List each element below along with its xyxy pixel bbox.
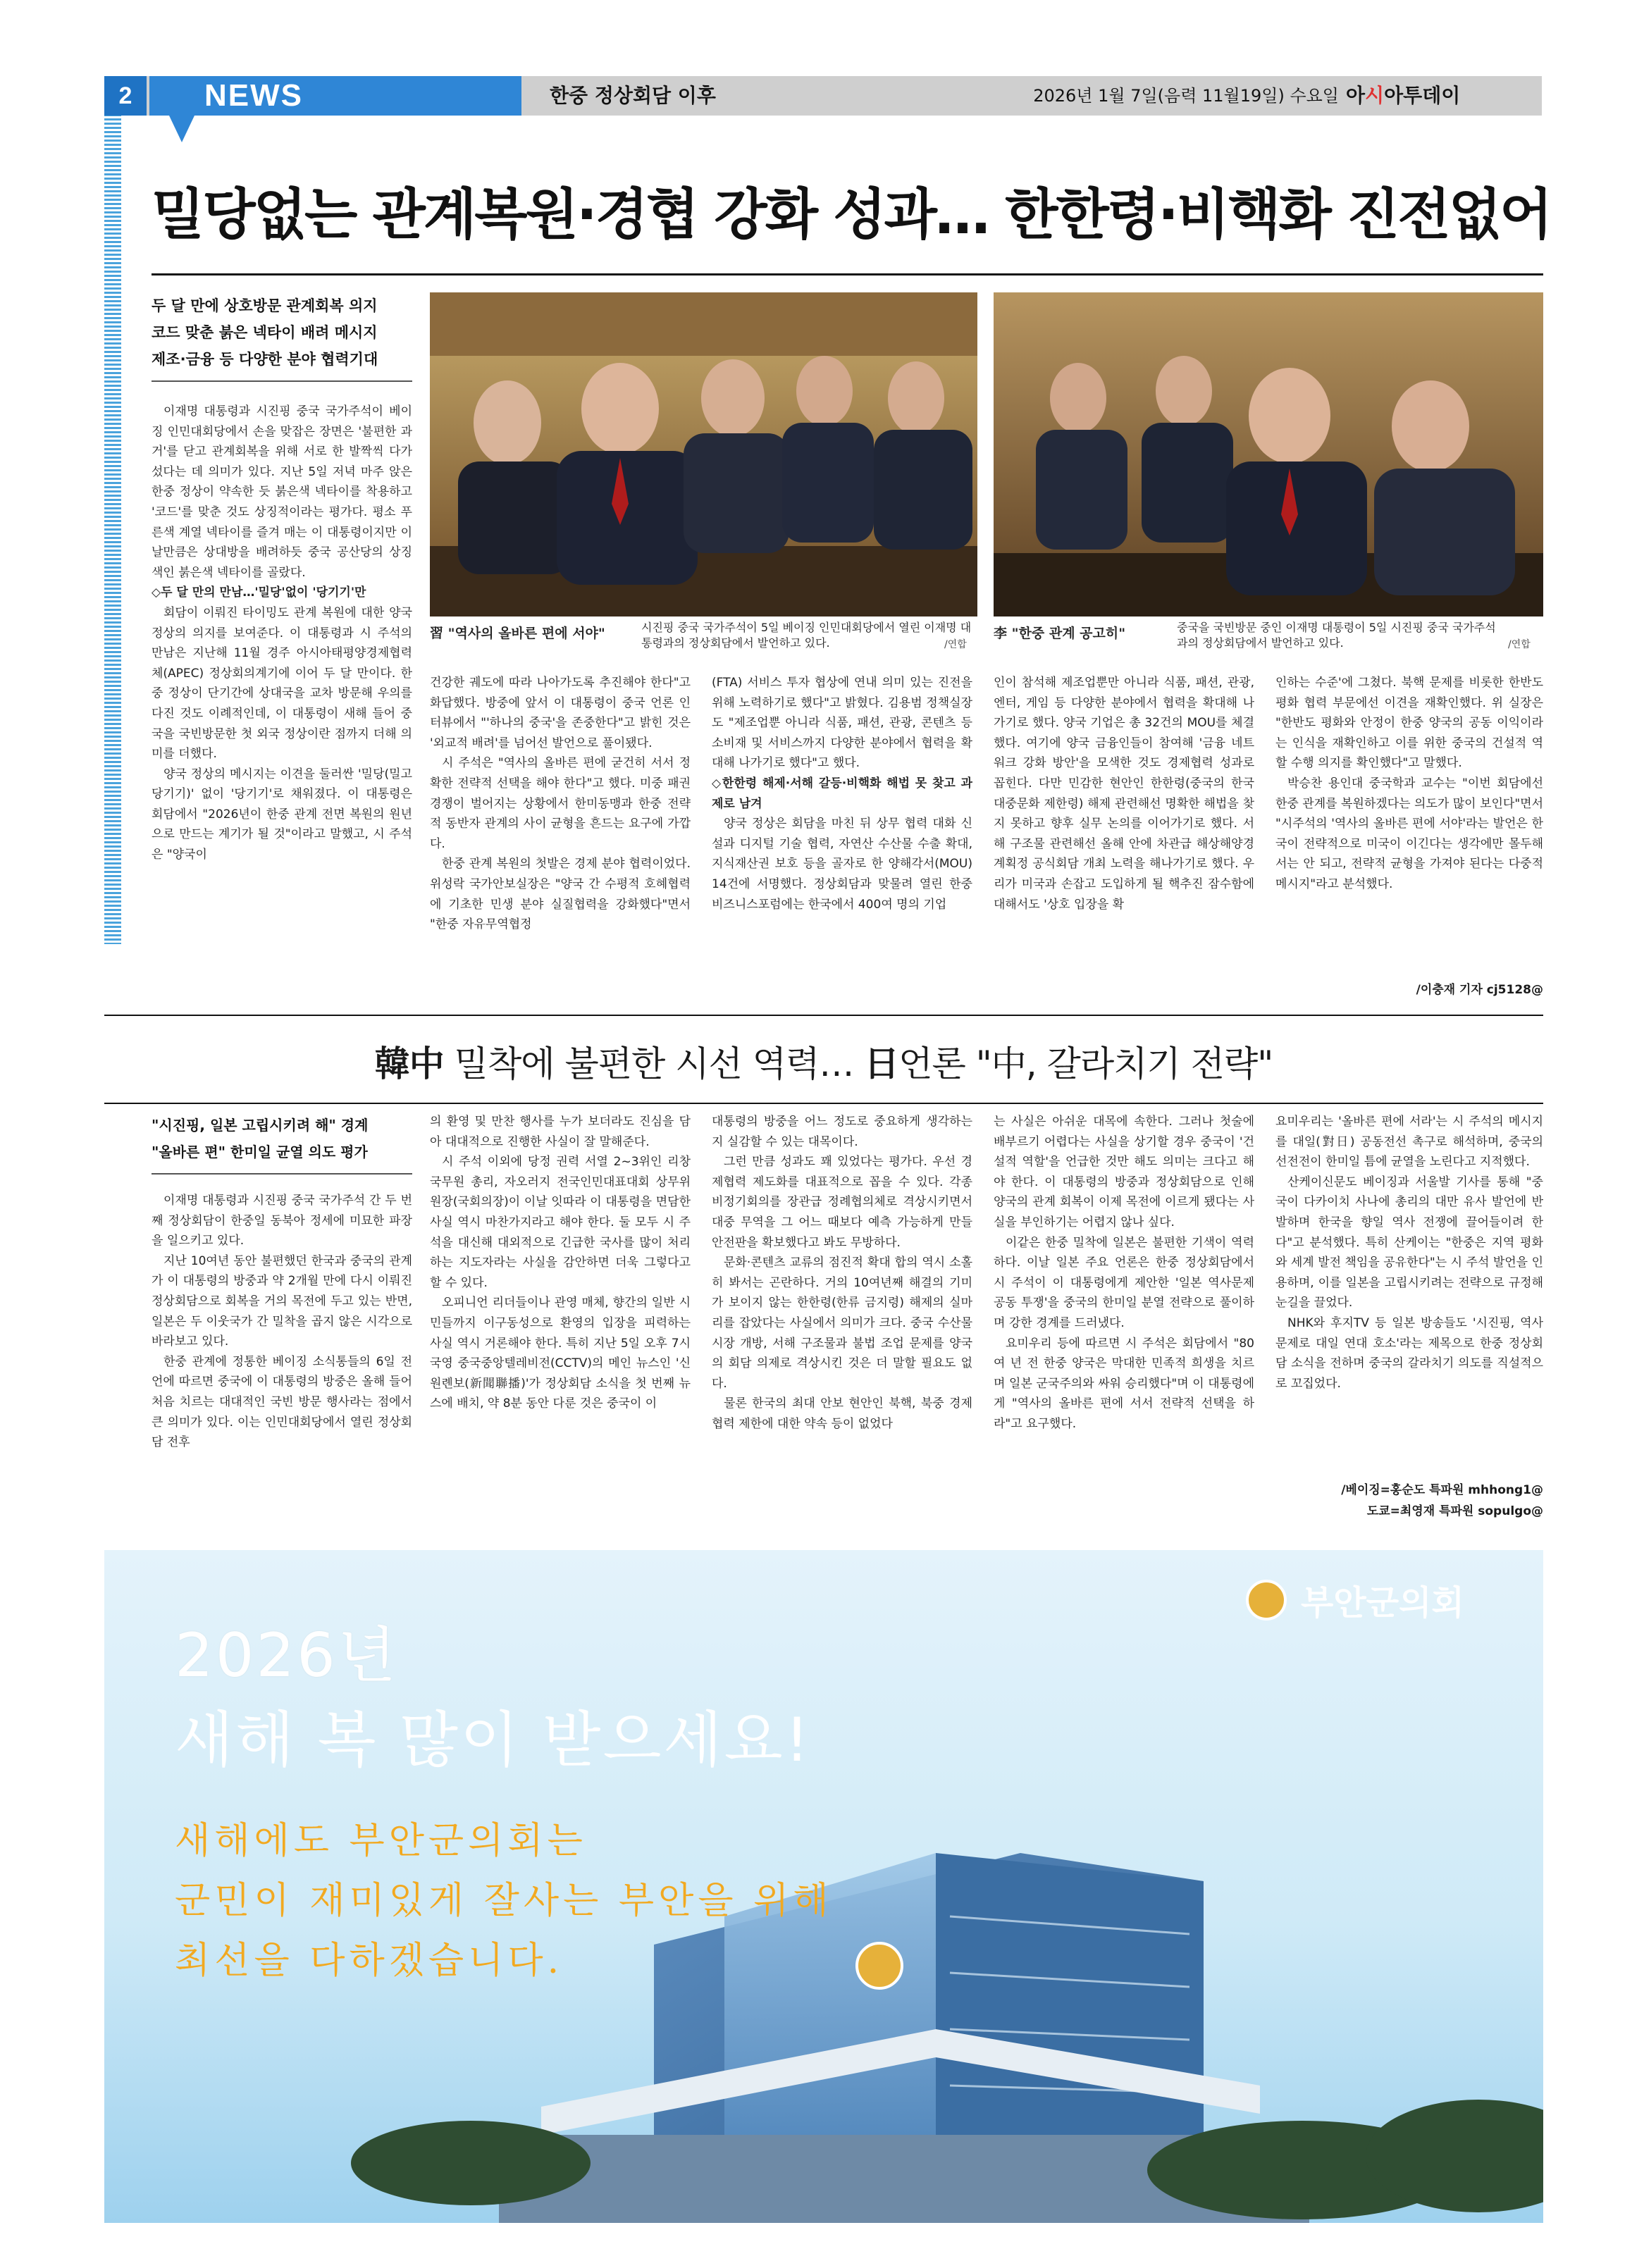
- photo1-quote: 習 "역사의 올바른 편에 서야": [430, 626, 605, 641]
- lead-rule: [152, 1173, 412, 1175]
- ad-organization: 부안군의회: [1301, 1583, 1464, 1623]
- article1-column-3: [712, 673, 972, 983]
- lead-line: 코드 맞춘 붉은 넥타이 배려 메시지: [152, 324, 378, 341]
- paragraph: 그런 만큼 성과도 꽤 있었다는 평가다. 우선 경제협력 제도화를 대표적으로 꼽을 수 있다. 각종 비정기회의를 장관급 정례협의체로 격상시키면서 대중 무역을 그 어느 때보다 예측 가능하게 만들 안전판을 확보했다고 봐도 무방하다.: [712, 1155, 972, 1250]
- byline-tokyo: 도쿄=최영재 특파원 sopulgo@: [1366, 1504, 1543, 1518]
- paragraph: 이같은 한중 밀착에 일본은 불편한 기색이 역력하다. 이날 일본 주요 언론은 한중 정상회담에서 시 주석이 이 대통령에게 제안한 '일본 역사문제 공동 투쟁'을 중국의 한미일 분열 전략으로 풀이하며 강한 경계를 드러냈다.: [994, 1235, 1254, 1330]
- photo2-caption: [994, 620, 1543, 662]
- photo2-quote: 李 "한중 관계 공고히": [994, 626, 1126, 641]
- paragraph: 문화·콘텐츠 교류의 점진적 확대 합의 역시 소홀히 봐서는 곤란하다. 거의 10여년째 해결의 기미가 보이지 않는 한한령(한류 금지령) 해제의 실마리를 잡았다는 사실에서 의미가 크다. 중국 수산물 시장 개방, 서해 구조물과 불법 조업 문제를 양국의 회담 의제로 격상시킨 것은 더 말할 필요도 없다.: [712, 1256, 972, 1391]
- paragraph: NHK와 후지TV 등 일본 방송들도 '시진핑, 역사문제로 대일 연대 호소'라는 제목으로 한중 정상회담 소식을 전하며 중국의 갈라치기 의도를 직설적으로 꼬집었다.: [1275, 1315, 1543, 1391]
- paragraph: 박승찬 용인대 중국학과 교수는 "이번 회담에선 한중 관계를 복원하겠다는 의도가 많이 보인다"면서 "시주석의 '역사의 올바른 편에 서야'라는 발언은 한국이 전략적으로 미국이 이긴다는 생각에만 몰두해서는 안 되고, 전략적 균형을 가져야 된다는 다중적 메시지"라고 분석했다.: [1275, 776, 1543, 891]
- paragraph: 양국 정상은 회담을 마친 뒤 상무 협력 대화 신설과 디지털 기술 협력, 자연산 수산물 수출 확대, 지식재산권 보호 등을 골자로 한 양해각서(MOU) 14건에 서명했다. 정상회담과 맞물려 열린 한중 비즈니스포럼에는 한국에서 400여 명의 기업: [712, 817, 972, 912]
- byline: /이충재 기자 cj5128@: [1416, 983, 1543, 997]
- article2-column-3: [712, 1112, 972, 1528]
- main-headline: 밀당없는 관계복원·경협 강화 성과… 한한령·비핵화 진전없어: [152, 183, 1551, 247]
- lead-rule: [152, 380, 412, 382]
- headline-rule: [104, 1103, 1543, 1104]
- byline: [1275, 1480, 1543, 1522]
- lead-line: 제조·금융 등 다양한 분야 협력기대: [152, 351, 378, 368]
- photo1-caption-text: 시진핑 중국 국가주석이 5일 베이징 인민대회당에서 열린 이재명 대통령과의 정상회담에서 발언하고 있다.: [641, 621, 972, 650]
- ad-message-line: 군민이 재미있게 잘사는 부안을 위해: [175, 1880, 833, 1922]
- ad-message-line: 새해에도 부안군의회는: [175, 1820, 587, 1862]
- ad-message-line: 최선을 다하겠습니다.: [175, 1940, 564, 1982]
- decorative-stripe: [104, 106, 121, 944]
- photo-illustration: [994, 292, 1543, 616]
- advertisement: [104, 1550, 1543, 2223]
- logo-part-a: 아: [1346, 84, 1366, 107]
- lead-box: [152, 292, 412, 373]
- photo-lee-jae-myung: [994, 292, 1543, 616]
- logo-part-b: 시: [1365, 84, 1385, 107]
- lead-line: "올바른 편" 한미일 균열 의도 평가: [152, 1144, 368, 1160]
- lead-box: [152, 1112, 412, 1165]
- paragraph: 물론 한국의 최대 안보 현안인 북핵, 북중 경제 협력 제한에 대한 약속 등이 없었다: [712, 1396, 972, 1431]
- article1-column-4: [994, 673, 1254, 983]
- headline-hanja: 韓中: [374, 1043, 444, 1084]
- photo-xi-jinping: [430, 292, 977, 616]
- photo1-caption: [430, 620, 977, 662]
- paragraph: 요미우리는 '올바른 편에 서라'는 시 주석의 메시지를 대일(對日) 공동전선 촉구로 해석하며, 중국의 선전전이 한미일 틈에 균열을 노린다고 지적했다.: [1275, 1115, 1543, 1170]
- ad-year: 2026년: [175, 1621, 398, 1691]
- section-title: 한중 정상회담 이후: [550, 84, 716, 107]
- photo2-caption-text: 중국을 국빈방문 중인 이재명 대통령이 5일 시진핑 중국 국가주석과의 정상회담에서 발언하고 있다.: [1177, 621, 1496, 650]
- newspaper-logo: [1346, 76, 1529, 116]
- paragraph: 한중 관계에 정통한 베이징 소식통들의 6일 전언에 따르면 중국에 이 대통령의 방중은 올해 들어 처음 치르는 대대적인 국빈 방문 행사라는 점에서 큰 의미가 있다. 이는 인민대회당에서 열린 정상회담 전후: [152, 1354, 412, 1450]
- lead-line: "시진핑, 일본 고립시키려 해" 경계: [152, 1117, 369, 1134]
- article-divider: [104, 1015, 1543, 1016]
- photo-illustration: [430, 292, 977, 616]
- headline-part: 밀착에 불편한 시선 역력…: [443, 1043, 865, 1084]
- subheading: ◇두 달 만의 만남…'밀당'없이 '당기기'만: [152, 585, 366, 600]
- paragraph: (FTA) 서비스 투자 협상에 연내 의미 있는 진전을 위해 노력하기로 했다"고 밝혔다. 김용범 정책실장도 "제조업뿐 아니라 식품, 패션, 관광, 콘텐츠 등 소비재 및 서비스까지 다양한 분야에서 협력을 확대해 나가기로 했다"고 했다.: [712, 676, 972, 771]
- paragraph: 인하는 수준'에 그쳤다. 북핵 문제를 비롯한 한반도 평화 협력 부문에선 이견을 재확인했다. 위 실장은 "한반도 평화와 안정이 한중 양국의 공동 이익이라는 인식을 재확인하고 이를 위한 중국의 건설적 역할 수행 의지를 확인했다"고 말했다.: [1275, 676, 1543, 771]
- paragraph: 양국 정상의 메시지는 이견을 둘러싼 '밀당(밀고 당기기)' 없이 '당기기'로 채워졌다. 이 대통령은 회담에서 "2026년이 한중 관계 전면 복원의 원년으로 만드는 계기가 될 것"이라고 말했고, 시 주석은 "양국이: [152, 767, 412, 862]
- article2-column-1: [152, 1191, 412, 1522]
- paragraph: 건강한 궤도에 따라 나아가도록 추진해야 한다"고 화답했다. 방중에 앞서 이 대통령이 중국 언론 인터뷰에서 "'하나의 중국'을 존중한다"고 밝힌 것은 '외교적 배려'를 넘어선 발언으로 풀이됐다.: [430, 676, 691, 750]
- issue-date: 2026년 1월 7일(음력 11월19일) 수요일: [1033, 86, 1339, 106]
- paragraph: 인이 참석해 제조업뿐만 아니라 식품, 패션, 관광, 엔터, 게임 등 다양한 분야에서 협력을 확대해 나가기로 했다. 양국 기업은 총 32건의 MOU를 체결했다. 여기에 양국 금융인들이 참여해 '금융 네트워크 강화 방안'을 모색한 것도 경제협력 성과로 꼽힌다. 다만 민감한 현안인 한한령(중국의 한국 대중문화 제한령) 해제 관련해선 명확한 해법을 찾지 못하고 향후 실무 논의를 이어가기로 했다. 서해 구조물 관련해선 올해 안에 차관급 해상해양경계획정 공식회담 개최 노력을 해나가기로 했다. 우리가 미국과 손잡고 도입하게 될 핵추진 잠수함에 대해서도 '상호 입장을 확: [994, 676, 1254, 912]
- paragraph: 지난 10여년 동안 불편했던 한국과 중국의 관계가 이 대통령의 방중과 약 2개월 만에 다시 이뤄진 정상회담으로 회복을 거의 목전에 두고 있는 반면, 일본은 두 이웃국가 간 밀착을 곱지 않은 시각으로 바라보고 있다.: [152, 1253, 412, 1349]
- article1-column-1: [152, 402, 412, 979]
- paragraph: 시 주석 이외에 당정 권력 서열 2~3위인 리창 국무원 총리, 자오러지 전국인민대표대회 상무위원장(국회의장)이 이날 잇따라 이 대통령을 면담한 사실 역시 마찬가지라고 해야 한다. 둘 모두 시 주석을 대신해 대외적으로 긴급한 국사를 많이 처리하는 지도자라는 사실을 감안하면 더욱 그렇다고 할 수 있다.: [430, 1155, 691, 1290]
- paragraph: 는 사실은 아쉬운 대목에 속한다. 그러나 첫술에 배부르기 어렵다는 사실을 상기할 경우 중국이 '건설적 역할'을 언급한 것만 해도 의미는 크다고 해야 한다. 이 대통령의 방중과 정상회담으로 인해 양국의 관계 회복이 이제 목전에 이르게 됐다는 사실을 부인하기는 어렵지 않나 싶다.: [994, 1115, 1254, 1229]
- article1-column-5: [1275, 673, 1543, 969]
- page-number: 2: [104, 76, 147, 116]
- paragraph: 산케이신문도 베이징과 서울발 기사를 통해 "중국이 다카이치 사나에 총리의 대만 유사 발언에 반발하며 한국을 향일 역사 전쟁에 끌어들이려 한다"고 분석했다. 특히 산케이는 "한중은 지역 평화와 세계 발전 책임을 공유한다"는 시 주석 발언을 인용하며, 이를 일본을 고립시키려는 전략으로 규정해 눈길을 끌었다.: [1275, 1175, 1543, 1310]
- section-tab-pointer: [169, 116, 194, 142]
- article2-column-5: [1275, 1112, 1543, 1478]
- paragraph: 오피니언 리더들이나 관영 매체, 향간의 일반 시민들까지 이구동성으로 환영의 입장을 피력하는 사실 역시 거론해야 한다. 특히 지난 5일 오후 7시 국영 중국중앙텔레비전(CCTV)의 메인 뉴스인 '신원롄보(新聞聯播)'가 정상회담 소식을 첫 번째 뉴스에 배치, 약 8분 동안 다룬 것은 중국이 이: [430, 1296, 691, 1411]
- paragraph: 의 환영 및 만찬 행사를 누가 보더라도 진심을 담아 대대적으로 진행한 사실이 잘 말해준다.: [430, 1115, 691, 1149]
- paragraph: 요미우리 등에 따르면 시 주석은 회담에서 "80여 년 전 한중 양국은 막대한 민족적 희생을 치르며 일본 군국주의와 싸워 승리했다"며 이 대통령에게 "역사의 올바른 편에 서서 전략적 선택을 하라"고 요구했다.: [994, 1336, 1254, 1431]
- paragraph: 이재명 대통령과 시진핑 중국 국가주석이 베이징 인민대회당에서 손을 맞잡은 장면은 '불편한 과거'를 닫고 관계회복을 위해 서로 한 발짝씩 다가섰다는 데 의미가 있다. 지난 5일 저녁 마주 앉은 한중 정상이 약속한 듯 붉은색 넥타이를 착용하고 '코드'를 맞춘 것도 상징적이라는 평가다. 평소 푸른색 계열 넥타이를 즐겨 매는 이 대통령이지만 이날만큼은 상대방을 배려하듯 중국 공산당의 상징색인 붉은색 넥타이를 골랐다.: [152, 404, 412, 580]
- headline-part: 언론 "中, 갈라치기 전략": [898, 1043, 1273, 1084]
- paragraph: 회담이 이뤄진 타이밍도 관계 복원에 대한 양국 정상의 의지를 보여준다. 이 대통령과 시 주석의 만남은 지난해 11월 경주 아시아태평양경제협력체(APEC) 정상회의계기에 이어 두 달 만이다. 한중 정상이 단기간에 상대국을 교차 방문해 우의를 다진 것도 이례적인데, 이 대통령이 새해 들어 중국을 국빈방문한 첫 외국 정상이란 점까지 더해 의미를 더했다.: [152, 605, 412, 762]
- lead-line: 두 달 만에 상호방문 관계회복 의지: [152, 297, 378, 314]
- subheading: ◇한한령 해제·서해 갈등·비핵화 해법 못 찾고 과제로 남겨: [712, 776, 972, 811]
- article1-column-2: [430, 673, 691, 983]
- headline-rule: [152, 273, 1543, 275]
- byline-beijing: /베이징=홍순도 특파원 mhhong1@: [1341, 1483, 1543, 1497]
- paragraph: 대통령의 방중을 어느 정도로 중요하게 생각하는지 실감할 수 있는 대목이다.: [712, 1115, 972, 1149]
- photo1-source: /연합: [944, 639, 967, 650]
- second-headline: [104, 1036, 1543, 1092]
- photo2-source: /연합: [1508, 639, 1531, 650]
- section-label: NEWS: [204, 78, 303, 113]
- paragraph: 시 주석은 "역사의 올바른 편에 굳건히 서서 정확한 전략적 선택을 해야 한다"고 했다. 미중 패권경쟁이 벌어지는 상황에서 한미동맹과 한중 전략적 동반자 관계의 사이 균형을 흔드는 요구에 가깝다.: [430, 756, 691, 851]
- paragraph: 이재명 대통령과 시진핑 중국 국가주석 간 두 번째 정상회담이 한중일 동북아 정세에 미묘한 파장을 일으키고 있다.: [152, 1194, 412, 1248]
- paragraph: 한중 관계 복원의 첫발은 경제 분야 협력이었다. 위성락 국가안보실장은 "양국 간 수평적 호혜협력에 기초한 민생 분야 실질협력을 강화했다"면서 "한중 자유무역협정: [430, 857, 691, 932]
- headline-hanja: 日: [864, 1043, 899, 1084]
- article2-column-4: [994, 1112, 1254, 1528]
- logo-part-c: 아투데이: [1384, 84, 1461, 107]
- ad-greeting: 새해 복 많이 받으세요!: [175, 1705, 812, 1776]
- article2-column-2: [430, 1112, 691, 1528]
